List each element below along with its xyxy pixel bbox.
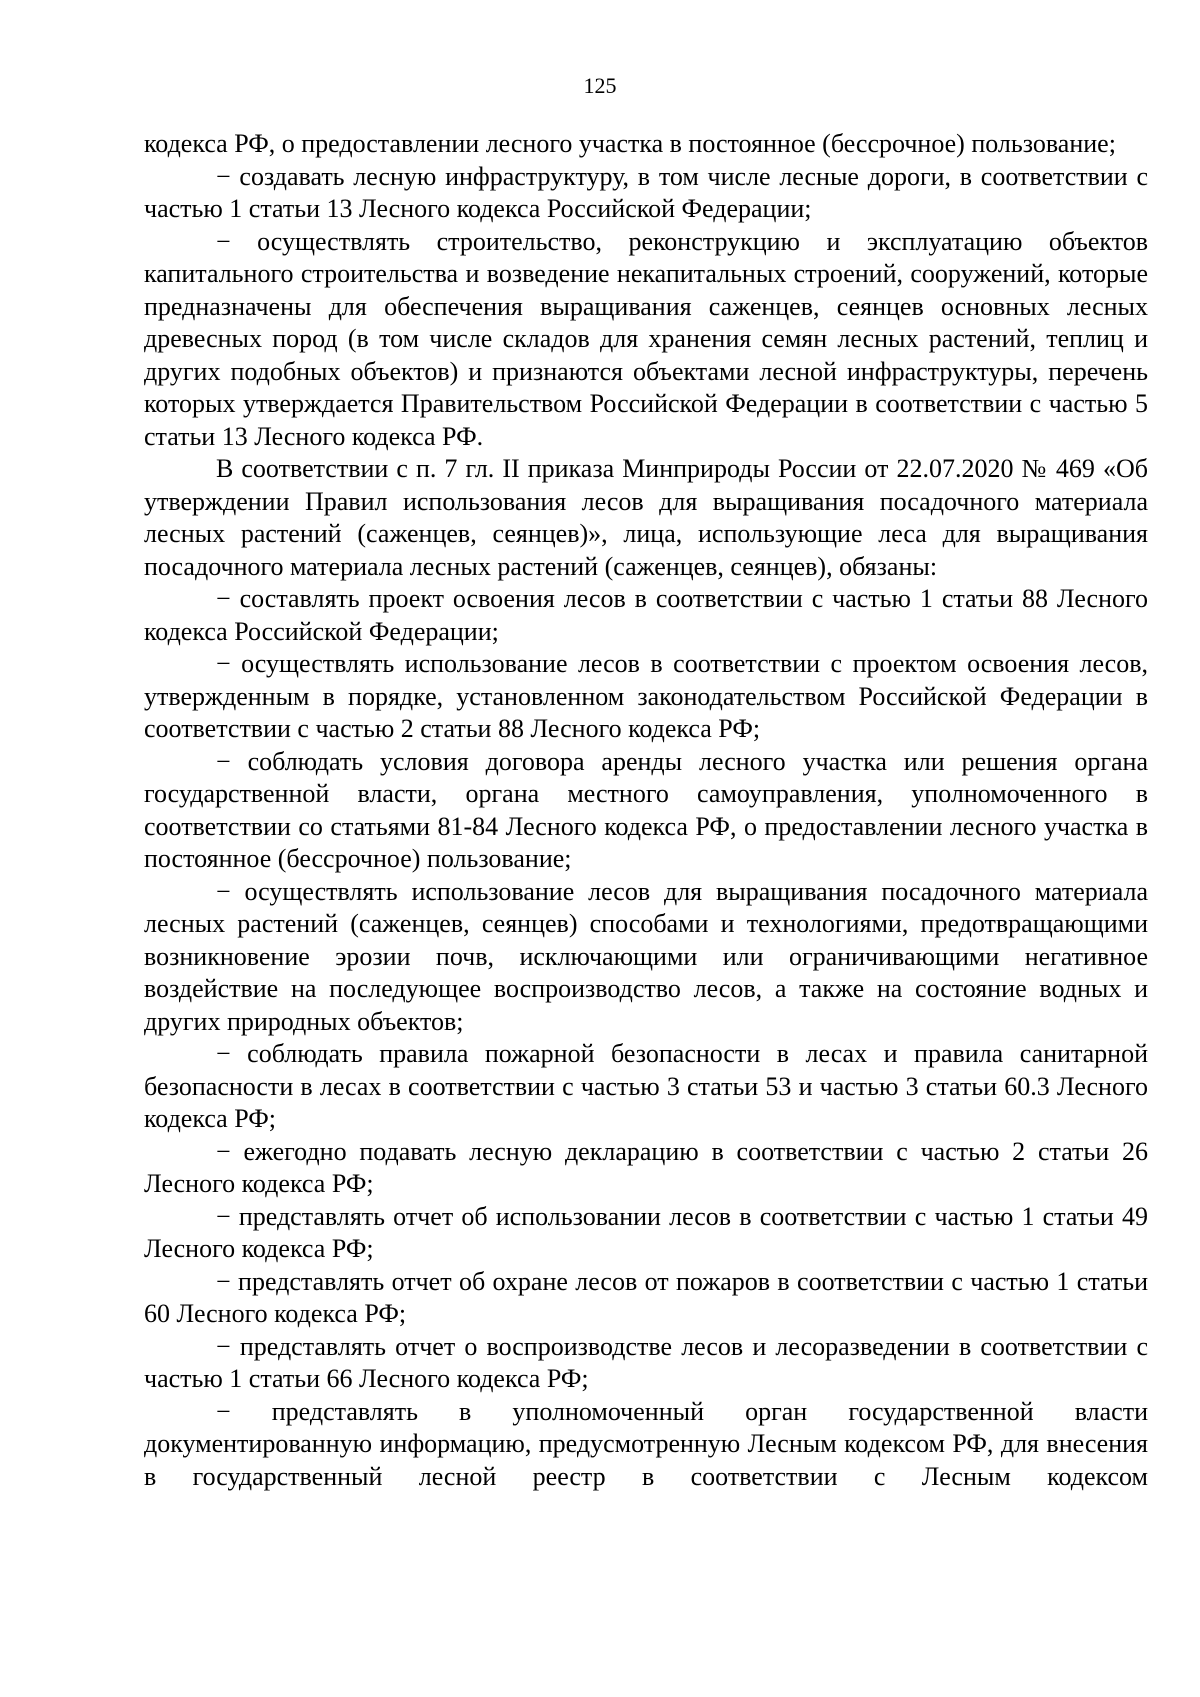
page-number: 125 [583,73,617,98]
list-item-paragraph: − представлять отчет об охране лесов от пожаров в соответствии с частью 1 статьи 60 Лесного кодекса РФ; [144,1266,1148,1328]
list-item-paragraph: − составлять проект освоения лесов в соответствии с частью 1 статьи 88 Лесного кодекса Российской Федерации; [144,584,1148,646]
list-item-paragraph: − осуществлять использование лесов в соответствии с проектом освоения лесов, утвержденным в порядке, установленном законодательством Российской Федерации в соответствии с частью 2 статьи 88 Лесного кодекса РФ; [144,649,1148,743]
list-item-paragraph: − создавать лесную инфраструктуру, в том числе лесные дороги, в соответствии с частью 1 статьи 13 Лесного кодекса Российской Федерации; [144,161,1148,223]
list-item-paragraph: − представлять в уполномоченный орган государственной власти документированную информацию, предусмотренную Лесным кодексом РФ, для внесения в государственный лесной реестр в соответствии с Лесным кодексом [144,1396,1148,1491]
body-paragraph: В соответствии с п. 7 гл. II приказа Минприроды России от 22.07.2020 № 469 «Об утверждении Правил использования лесов для выращивания посадочного материала лесных растений (саженцев, сеянцев)», лица, использующие леса для выращивания посадочного материала лесных растений (саженцев, сеянцев), обязаны: [144,454,1148,581]
list-item-paragraph: − представлять отчет о воспроизводстве лесов и лесоразведении в соответствии с частью 1 статьи 66 Лесного кодекса РФ; [144,1331,1148,1393]
list-item-paragraph: − представлять отчет об использовании лесов в соответствии с частью 1 статьи 49 Лесного кодекса РФ; [144,1201,1148,1263]
list-item-paragraph: − осуществлять использование лесов для выращивания посадочного материала лесных растений (саженцев, сеянцев) способами и технологиями, предотвращающими возникновение эрозии почв, исключающими или ограничивающими негативное воздействие на последующее воспроизводство лесов, а также на состояние водных и других природных объектов; [144,876,1148,1036]
list-item-paragraph: − ежегодно подавать лесную декларацию в соответствии с частью 2 статьи 26 Лесного кодекса РФ; [144,1136,1148,1198]
list-item-paragraph: − соблюдать условия договора аренды лесного участка или решения органа государственной власти, органа местного самоуправления, уполномоченного в соответствии со статьями 81-84 Лесного кодекса РФ, о предоставлении лесного участка в постоянное (бессрочное) пользование; [144,746,1148,873]
paragraph-continuation: кодекса РФ, о предоставлении лесного участка в постоянное (бессрочное) пользование; [144,129,1116,158]
list-item-paragraph: − осуществлять строительство, реконструкцию и эксплуатацию объектов капитального строительства и возведение некапитальных строений, сооружений, которые предназначены для обеспечения выращивания саженцев, сеянцев основных лесных древесных пород (в том числе складов для хранения семян лесных растений, теплиц и других подобных объектов) и признаются объектами лесной инфраструктуры, перечень которых утверждается Правительством Российской Федерации в соответствии с частью 5 статьи 13 Лесного кодекса РФ. [144,226,1148,451]
document-body [144,128,1148,1493]
list-item-paragraph: − соблюдать правила пожарной безопасности в лесах и правила санитарной безопасности в лесах в соответствии с частью 3 статьи 53 и частью 3 статьи 60.3 Лесного кодекса РФ; [144,1039,1148,1133]
